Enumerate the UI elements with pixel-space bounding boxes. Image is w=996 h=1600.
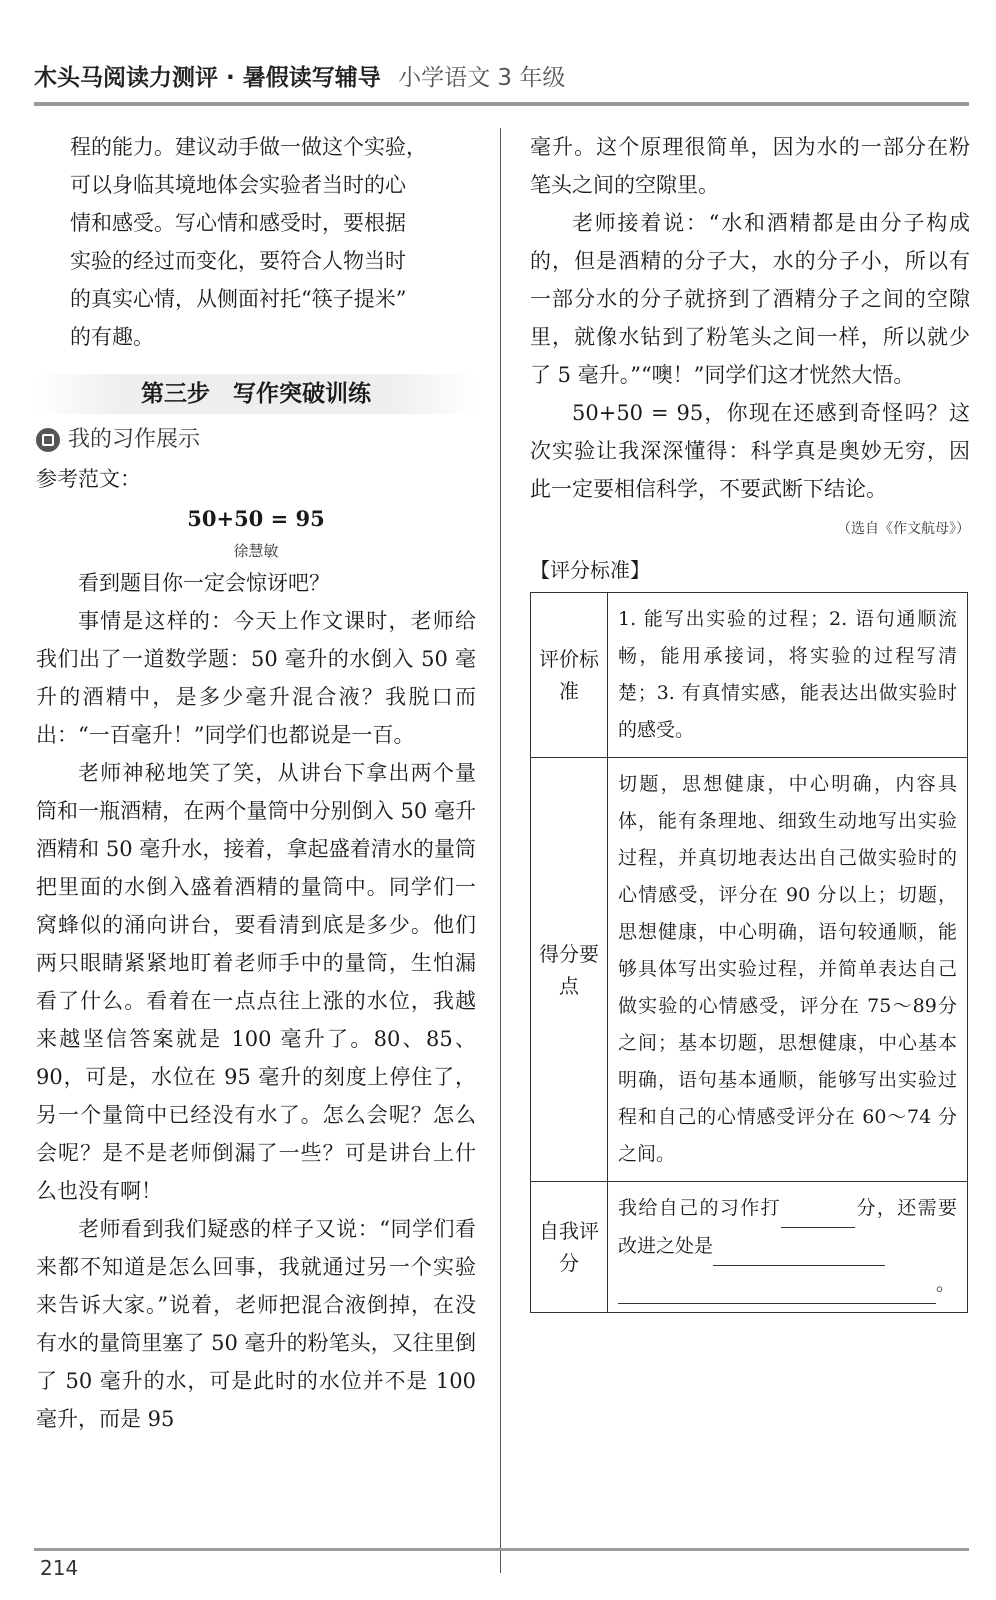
step-title: 第三步 写作突破训练 — [36, 374, 476, 414]
intro-line: 的真实心情，从侧面衬托“筷子提米” — [70, 287, 407, 311]
essay-source: （选自《作文航母》） — [837, 521, 970, 537]
intro-line: 可以身临其境地体会实验者当时的心 — [70, 173, 406, 197]
rubric-label: 【评分标准】 — [530, 558, 650, 582]
rubric-row-content: 切题，思想健康，中心明确，内容具体，能有条理地、细致生动地写出实验过程，并真切地表达出自己做实验时的心情感受，评分在 90 分以上；切题，思想健康，中心明确，语句较通顺，能够具体写出实验过程，并简单表达自己做实验的心情感受，评分在 75～89分之间；基本切题，思想健康，中心基本明确，语句基本通顺，能够写出实验过程和自己的心情感受评分在 60～74 分之间。 — [608, 758, 968, 1182]
essay-paragraph: 老师接着说：“水和酒精都是由分子构成的，但是酒精的分子大，水的分子小，所以有一部分水的分子就挤到了酒精分子之间的空隙里，就像水钻到了粉笔头之间一样，所以就少了 5 毫升。”“噢！”同学们这才恍然大悟。 — [530, 211, 970, 387]
improvement-blank[interactable] — [713, 1228, 885, 1266]
header-subtitle: 小学语文 3 年级 — [398, 65, 566, 91]
left-column — [36, 128, 476, 1438]
section-title — [36, 420, 476, 460]
essay-paragraph: 50+50 = 95，你现在还感到奇怪吗？这次实验让我深深懂得：科学真是奥妙无穷，因此一定要相信科学，不要武断下结论。 — [530, 401, 970, 501]
rubric-row-label: 评价标准 — [531, 593, 608, 758]
reference-label: 参考范文： — [36, 467, 141, 491]
intro-line: 情和感受。写心情和感受时，要根据 — [70, 211, 406, 235]
essay-paragraph: 毫升。这个原理很简单，因为水的一部分在粉笔头之间的空隙里。 — [530, 135, 970, 197]
essay-paragraph: 老师看到我们疑惑的样子又说：“同学们看来都不知道是怎么回事，我就通过另一个实验来告诉大家。”说着，老师把混合液倒掉，在没有水的量筒里塞了 50 毫升的粉笔头，又往里倒了 50 毫升的水，可是此时的水位并不是 100 毫升，而是 95 — [36, 1217, 476, 1431]
rubric-row — [531, 1182, 968, 1313]
self-score-content — [608, 1182, 968, 1313]
rubric-row-label: 得分要点 — [531, 758, 608, 1182]
essay-author: 徐慧敏 — [233, 542, 279, 560]
essay-title: 50+50 = 95 — [187, 506, 325, 531]
self-score-text: 分，还需要改进之处是 — [618, 1197, 957, 1257]
section-title-text: 我的习作展示 — [68, 427, 201, 452]
intro-line: 实验的经过而变化，要符合人物当时 — [70, 249, 406, 273]
self-score-text: 我给自己的习作打 — [618, 1197, 782, 1219]
column-divider — [500, 128, 501, 1573]
improvement-blank-line2[interactable] — [618, 1266, 936, 1304]
score-blank[interactable] — [781, 1190, 855, 1228]
essay-paragraph: 事情是这样的：今天上作文课时，老师给我们出了一道数学题：50 毫升的水倒入 50 毫升的酒精中，是多少毫升混合液？我脱口而出：“一百毫升！”同学们也都说是一百。 — [36, 609, 476, 747]
page-header — [34, 62, 969, 94]
header-rule — [34, 102, 969, 106]
intro-text — [36, 128, 476, 356]
rubric-table — [530, 592, 968, 1313]
rubric-row-label: 自我评分 — [531, 1182, 608, 1313]
header-title: 木头马阅读力测评 · 暑假读写辅导 — [34, 65, 381, 91]
rubric-row — [531, 758, 968, 1182]
essay-paragraph: 看到题目你一定会惊讶吧？ — [78, 571, 330, 595]
rubric-row — [531, 593, 968, 758]
page-number: 214 — [40, 1556, 79, 1580]
essay-paragraph: 老师神秘地笑了笑，从讲台下拿出两个量筒和一瓶酒精，在两个量筒中分别倒入 50 毫升酒精和 50 毫升水，接着，拿起盛着清水的量筒把里面的水倒入盛着酒精的量筒中。同学们一窝蜂似的涌向讲台，要看清到底是多少。他们两只眼睛紧紧地盯着老师手中的量筒，生怕漏看了什么。看着在一点点往上涨的水位，我越来越坚信答案就是 100 毫升了。80、85、90，可是，水位在 95 毫升的刻度上停住了，另一个量筒中已经没有水了。怎么会呢？怎么会呢？是不是老师倒漏了一些？可是讲台上什么也没有啊！ — [36, 761, 476, 1203]
right-column — [530, 128, 970, 1313]
rubric-row-content: 1. 能写出实验的过程；2. 语句通顺流畅，能用承接词，将实验的过程写清楚；3. 有真情实感，能表达出做实验时的感受。 — [608, 593, 968, 758]
self-score-end: 。 — [936, 1273, 956, 1295]
footer-rule — [34, 1548, 969, 1551]
intro-line: 程的能力。建议动手做一做这个实验， — [70, 135, 427, 159]
pencil-badge-icon — [36, 428, 60, 452]
intro-line: 的有趣。 — [70, 325, 154, 349]
